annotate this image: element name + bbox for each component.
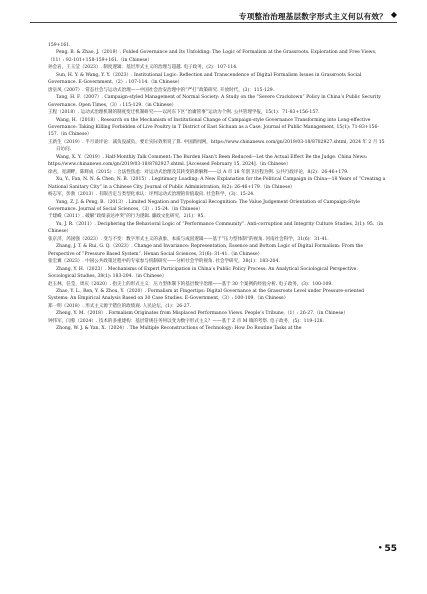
reference-entry: 赵玉林，任莹，周庆（2020）. 指尖上的形式主义：压力型体制下的基层数字治理——基于 30 个案例的经验分析. 电子政务，(3)：100-109. [48, 281, 333, 287]
running-header-title: 专项整治治理基层数字形式主义何以有效？ [238, 12, 387, 21]
reference-entry: Yu, J. R.（2011）. Deciphering the Behavioral Logic of “Performance Community”. Anti-corruption and Integrity Culture Studies, 2(1): 95.（in Chinese） [48, 221, 384, 235]
reference-entry: 王新生（2019）. 半月谈评论：减负没减负，要让实际效果说了算. 中国新闻网，https://www.chinanews.com/gn/2019/03-18/8782927.shtml, 2024 年 2 月 15 日访问. [48, 139, 385, 153]
reference-entry: Zhang, J. T. & Rui, G. Q.（2023）. Change and Invariance: Representation, Essence and Bottom Logic of Digital Formalism: From the Perspective of “Pressure Based System”. Henan Social Sciences, 31(6): 31-41.（in Chinese） [48, 244, 364, 257]
reference-entry: 159+161. [48, 43, 71, 48]
reference-entry: 郑一明（2018）. 形式主义源于错位的政绩观. 人民论坛，(1)：26-27. [48, 303, 191, 309]
reference-entry: Zhang, Y. H.（2023）. Mechanisms of Expert Participation in China’s Public Policy Process: An Analytical Sociological Perspective. Sociological Studies, 38(1): 183-204.（in Chinese） [48, 266, 358, 280]
reference-entry: Yang, Z. J. & Peng, B.（2013）. Limited Negation and Typological Recognition: The Value Judgement Orientation of Campaign-Style Governance. Journal of Social Sciences,（3）: 15-24.（in Chinese） [48, 199, 360, 212]
reference-entry: Peng, B. & Zhao, J.（2019）. Folded Governance and Its Unfolding: The Logic of Formalism at the Grassroots. Exploration and Free Views,（11）: 92-101+158-159+161.（in Chinese） [48, 50, 377, 63]
reference-entry: Wang, H.（2018）. Research on the Mechanism of Institutional Change of Campaign-style Governance Transforming into Long-effective Governance: Taking Killing Forbidden of Live Poultry in T District of East Sichuan as a Case. Journal of Public Management, 15(1): 71-83+156-157.（in Chinese） [48, 117, 379, 138]
reference-entry: Zhong, W. J. & Yan, X.（2024）. The Multiple Reconstructions of Technology: How Do Routine Tasks at the [56, 326, 302, 332]
diamond-icon: ◆ [390, 10, 397, 19]
page-number: 55 [384, 544, 397, 554]
reference-entry: 张京济，芮国强（2023）. 变与不变：数字形式主义的表象、本质与成因逻辑——基于“压力型体制”的视角. 河南社会科学，31(6)：31-41. [48, 236, 329, 242]
reference-entry: 徐君，宽湖畔，陈辉成（2015）. 合法性焦虑：对运动式治理及其转变的新解释——以 A 市 18 年创卫历程为例. 公共行政评论，8(2)：26-46+179. [48, 169, 349, 175]
reference-entry: 王程（2018）. 运动式治理机制的制度变迁机制研究——以河东下区“治庸管事”运动为个例. 公共管理学报，15(1)：71-83+156-157. [48, 110, 320, 116]
reference-entry: 杨志军，彭勃（2013）. 有限否定与类型化承认：评判运动式治理的价值取向. 社会科学，(3)：15-24. [48, 192, 255, 198]
reference-entry: 孙会岩，王玉莹（2023）. 制度逻辑：基层形式主义的治理与超越. 电子政务，(2)：107-114. [48, 65, 238, 71]
reference-entry: 唐皇凤（2007）. 常态社会与运动式治理——中国社会治安治理中的“严打”政策研究. 开放时代，(3)：115-129. [48, 87, 275, 93]
bullet-icon: • [377, 544, 383, 552]
reference-entry: Zhao, Y. L., Ren, Y. & Zhou, Y.（2020）. Formalism at Fingertips: Digital Governance at the Grassroots Level under Pressure-oriented Systems: An Empirical Analysis Based on 30 Case Studies. E-Government,（3）: 100-109.（in Chinese） [48, 288, 365, 302]
reference-entry: 于建嵘（2011）. 破解“政绩表达冲突”的行为逻辑. 廉政文化研究，2(1)：95. [48, 214, 205, 220]
running-header [0, 0, 427, 38]
reference-entry: Sun, H. Y. & Wang, Y. Y.（2023）. Institutional Logic: Reflection and Transcendence of Digital Formalism Issues in Grassroots Social Governance. E-Government,（2）: 107-114.（in Chinese） [48, 72, 362, 86]
reference-list [48, 42, 386, 333]
page-footer [378, 544, 397, 554]
reference-entry: Wang, X. Y.（2019）. Half-Monthly Talk Comment: The Burden Hasn’t Been Reduced—Let the Actual Effect Be the Judge. China News: https://www.chinanews.com/gn/2019/03-18/8782927.shtml. [Accessed February 15, 2024].（in Chinese） [48, 154, 368, 168]
reference-entry: 钟伟军，闫蓉（2024）. 技术的多重建构：基层常规任务何以变为数字形式主义？——基于 Z 市 M 镇的考察. 电子政务，(5)：119-128. [48, 318, 324, 324]
reference-entry: Zheng, Y. M.（2018）. Formalism Originates from Misplaced Performance Views. People’s Tribune,（1）: 26-27.（in Chinese） [56, 311, 348, 317]
header-rule [30, 22, 397, 23]
reference-entry: Tang, H. F.（2007）. Campaign-styled Management of Normal Society: A Study on the “Severe Crackdown” Policy in China’s Public Security Governance. Open Times,（3）: 115-129.（in Chinese） [48, 95, 381, 108]
reference-entry: 张宏翼（2023）. 中国公共政策过程中的专家参与机制研究——分析社会学的视角. 社会学研究，38(1)：183-204. [48, 259, 280, 265]
reference-entry: Xu, Y., Fan, N. N. & Chen, N. B.（2015）. Legitimacy Loading: A New Explanation for the Political Campaign in China—18 Years of “Creating a National Sanitary City” in a Chinese City. Journal of Public Administration, 8(2): 26-46+179.（in Chinese） [48, 177, 386, 190]
